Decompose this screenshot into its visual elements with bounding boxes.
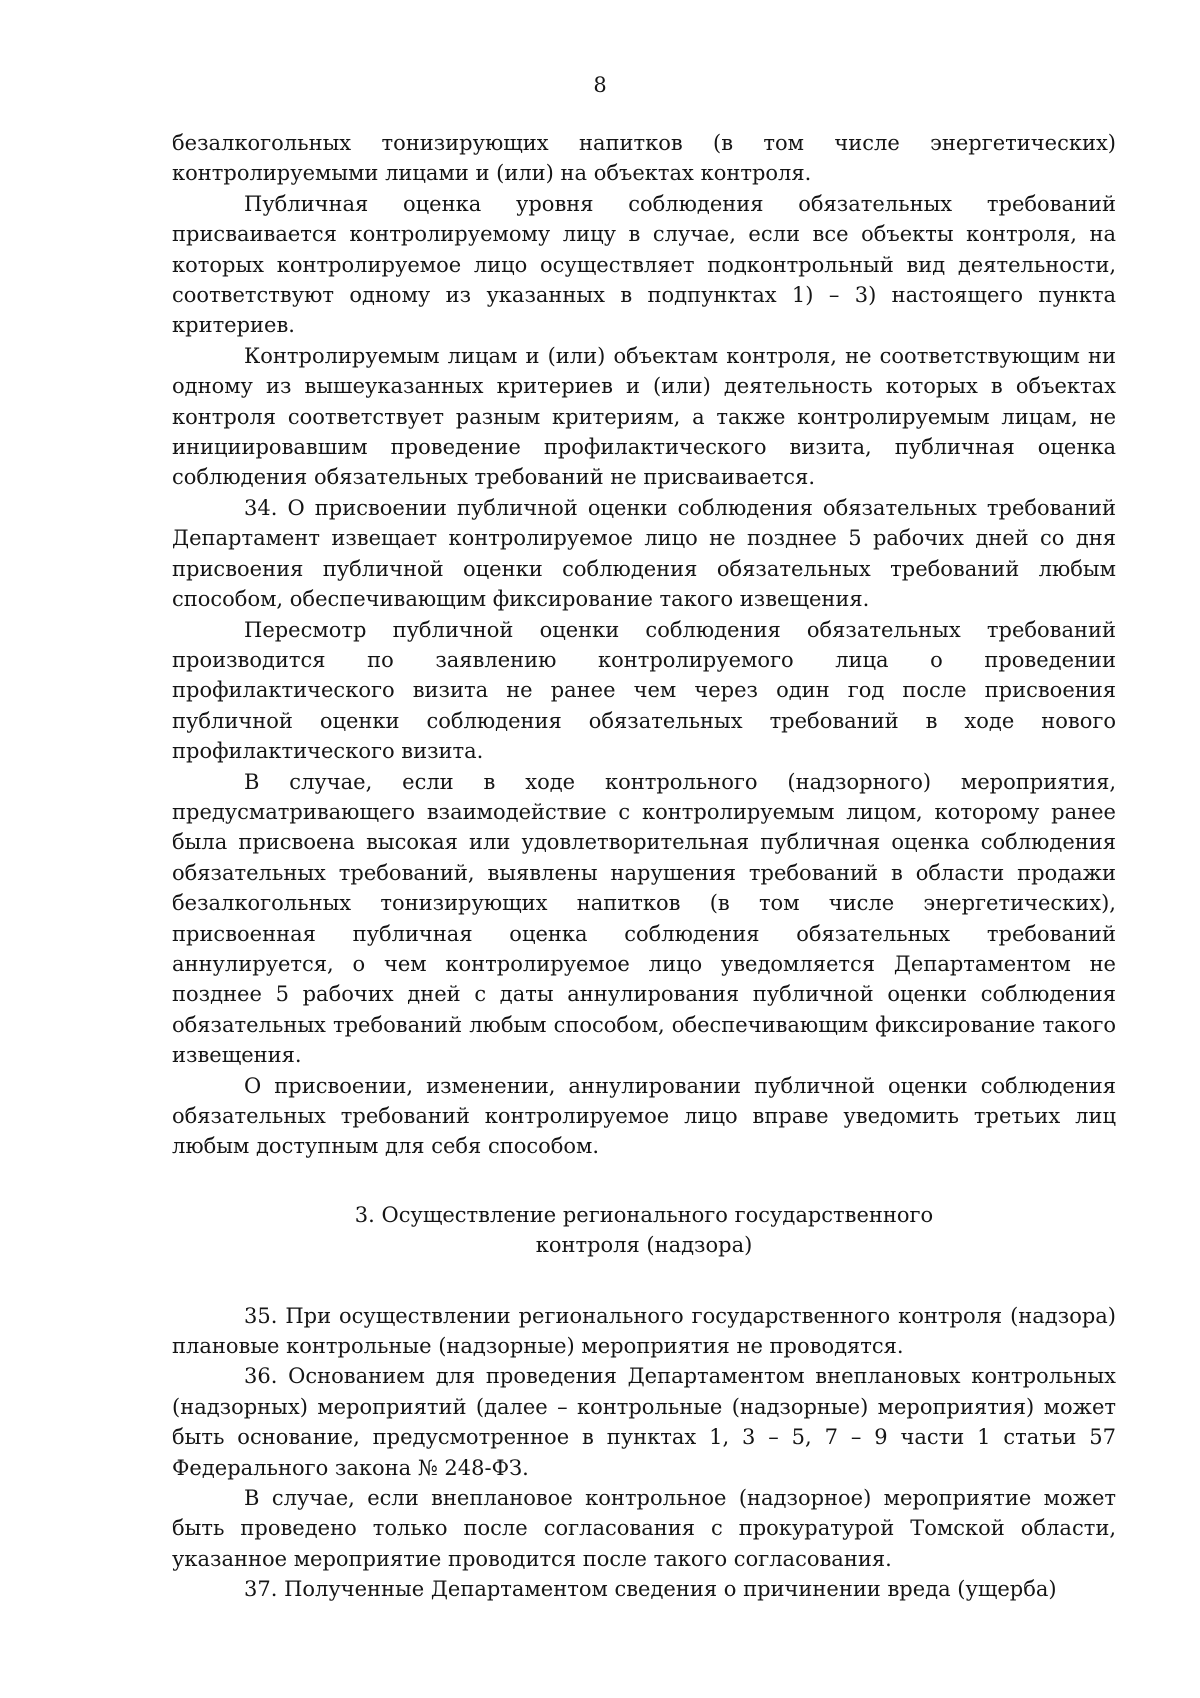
- paragraph-public-rating-assignment: Публичная оценка уровня соблюдения обязательных требований присваивается контролируемому лицу в случае, если все объекты контроля, на которых контролируемое лицо осуществляет подконтрольный вид деятельности, соответствуют одному из указанных в подпунктах 1) – 3) настоящего пункта критериев.: [172, 191, 1116, 338]
- paragraph-item-37: 37. Полученные Департаментом сведения о причинении вреда (ущерба): [244, 1577, 1057, 1602]
- paragraph-rating-annulment: В случае, если в ходе контрольного (надзорного) мероприятия, предусматривающего взаимодействие с контролируемым лицом, которому ранее была присвоена высокая или удовлетворительная публичная оценка соблюдения обязательных требований, выявлены нарушения требований в области продажи безалкогольных тонизирующих напитков (в том числе энергетических), присвоенная публичная оценка соблюдения обязательных требований аннулируется, о чем контролируемое лицо уведомляется Департаментом не позднее 5 рабочих дней с даты аннулирования публичной оценки соблюдения обязательных требований любым способом, обеспечивающим фиксирование такого извещения.: [172, 769, 1116, 1068]
- paragraph-prosecutor-approval: В случае, если внеплановое контрольное (надзорное) мероприятие может быть проведено только после согласования с прокуратурой Томской области, указанное мероприятие проводится после такого согласования.: [172, 1486, 1116, 1571]
- paragraph-no-rating: Контролируемым лицам и (или) объектам контроля, не соответствующим ни одному из вышеуказанных критериев и (или) деятельность которых в объектах контроля соответствует разным критериям, а также контролируемым лицам, не инициировавшим проведение профилактического визита, публичная оценка соблюдения обязательных требований не присваивается.: [172, 343, 1116, 490]
- paragraph-item-35: 35. При осуществлении регионального государственного контроля (надзора) плановые контрольные (надзорные) мероприятия не проводятся.: [172, 1303, 1116, 1359]
- section-heading-line-1: 3. Осуществление регионального государственного: [354, 1202, 934, 1227]
- paragraph-item-36: 36. Основанием для проведения Департаментом внеплановых контрольных (надзорных) мероприятий (далее – контрольные (надзорные) мероприятия) может быть основание, предусмотренное в пунктах 1, 3 – 5, 7 – 9 части 1 статьи 57 Федерального закона № 248-ФЗ.: [172, 1364, 1116, 1480]
- paragraph-continuation: безалкогольных тонизирующих напитков (в том числе энергетических) контролируемыми лицами и (или) на объектах контроля.: [172, 131, 1116, 186]
- document-body: [172, 128, 1116, 1605]
- page-number: 8: [593, 73, 607, 97]
- paragraph-item-34: 34. О присвоении публичной оценки соблюдения обязательных требований Департамент извещает контролируемое лицо не позднее 5 рабочих дней со дня присвоения публичной оценки соблюдения обязательных требований любым способом, обеспечивающим фиксирование такого извещения.: [172, 495, 1116, 612]
- section-heading: [172, 1200, 1116, 1261]
- paragraph-rating-review: Пересмотр публичной оценки соблюдения обязательных требований производится по заявлению контролируемого лица о проведении профилактического визита не ранее чем через один год после присвоения публичной оценки соблюдения обязательных требований в ходе нового профилактического визита.: [172, 617, 1116, 764]
- section-heading-line-2: контроля (надзора): [535, 1233, 753, 1258]
- paragraph-third-party-notice: О присвоении, изменении, аннулировании публичной оценки соблюдения обязательных требований контролируемое лицо вправе уведомить третьих лиц любым доступным для себя способом.: [172, 1073, 1116, 1159]
